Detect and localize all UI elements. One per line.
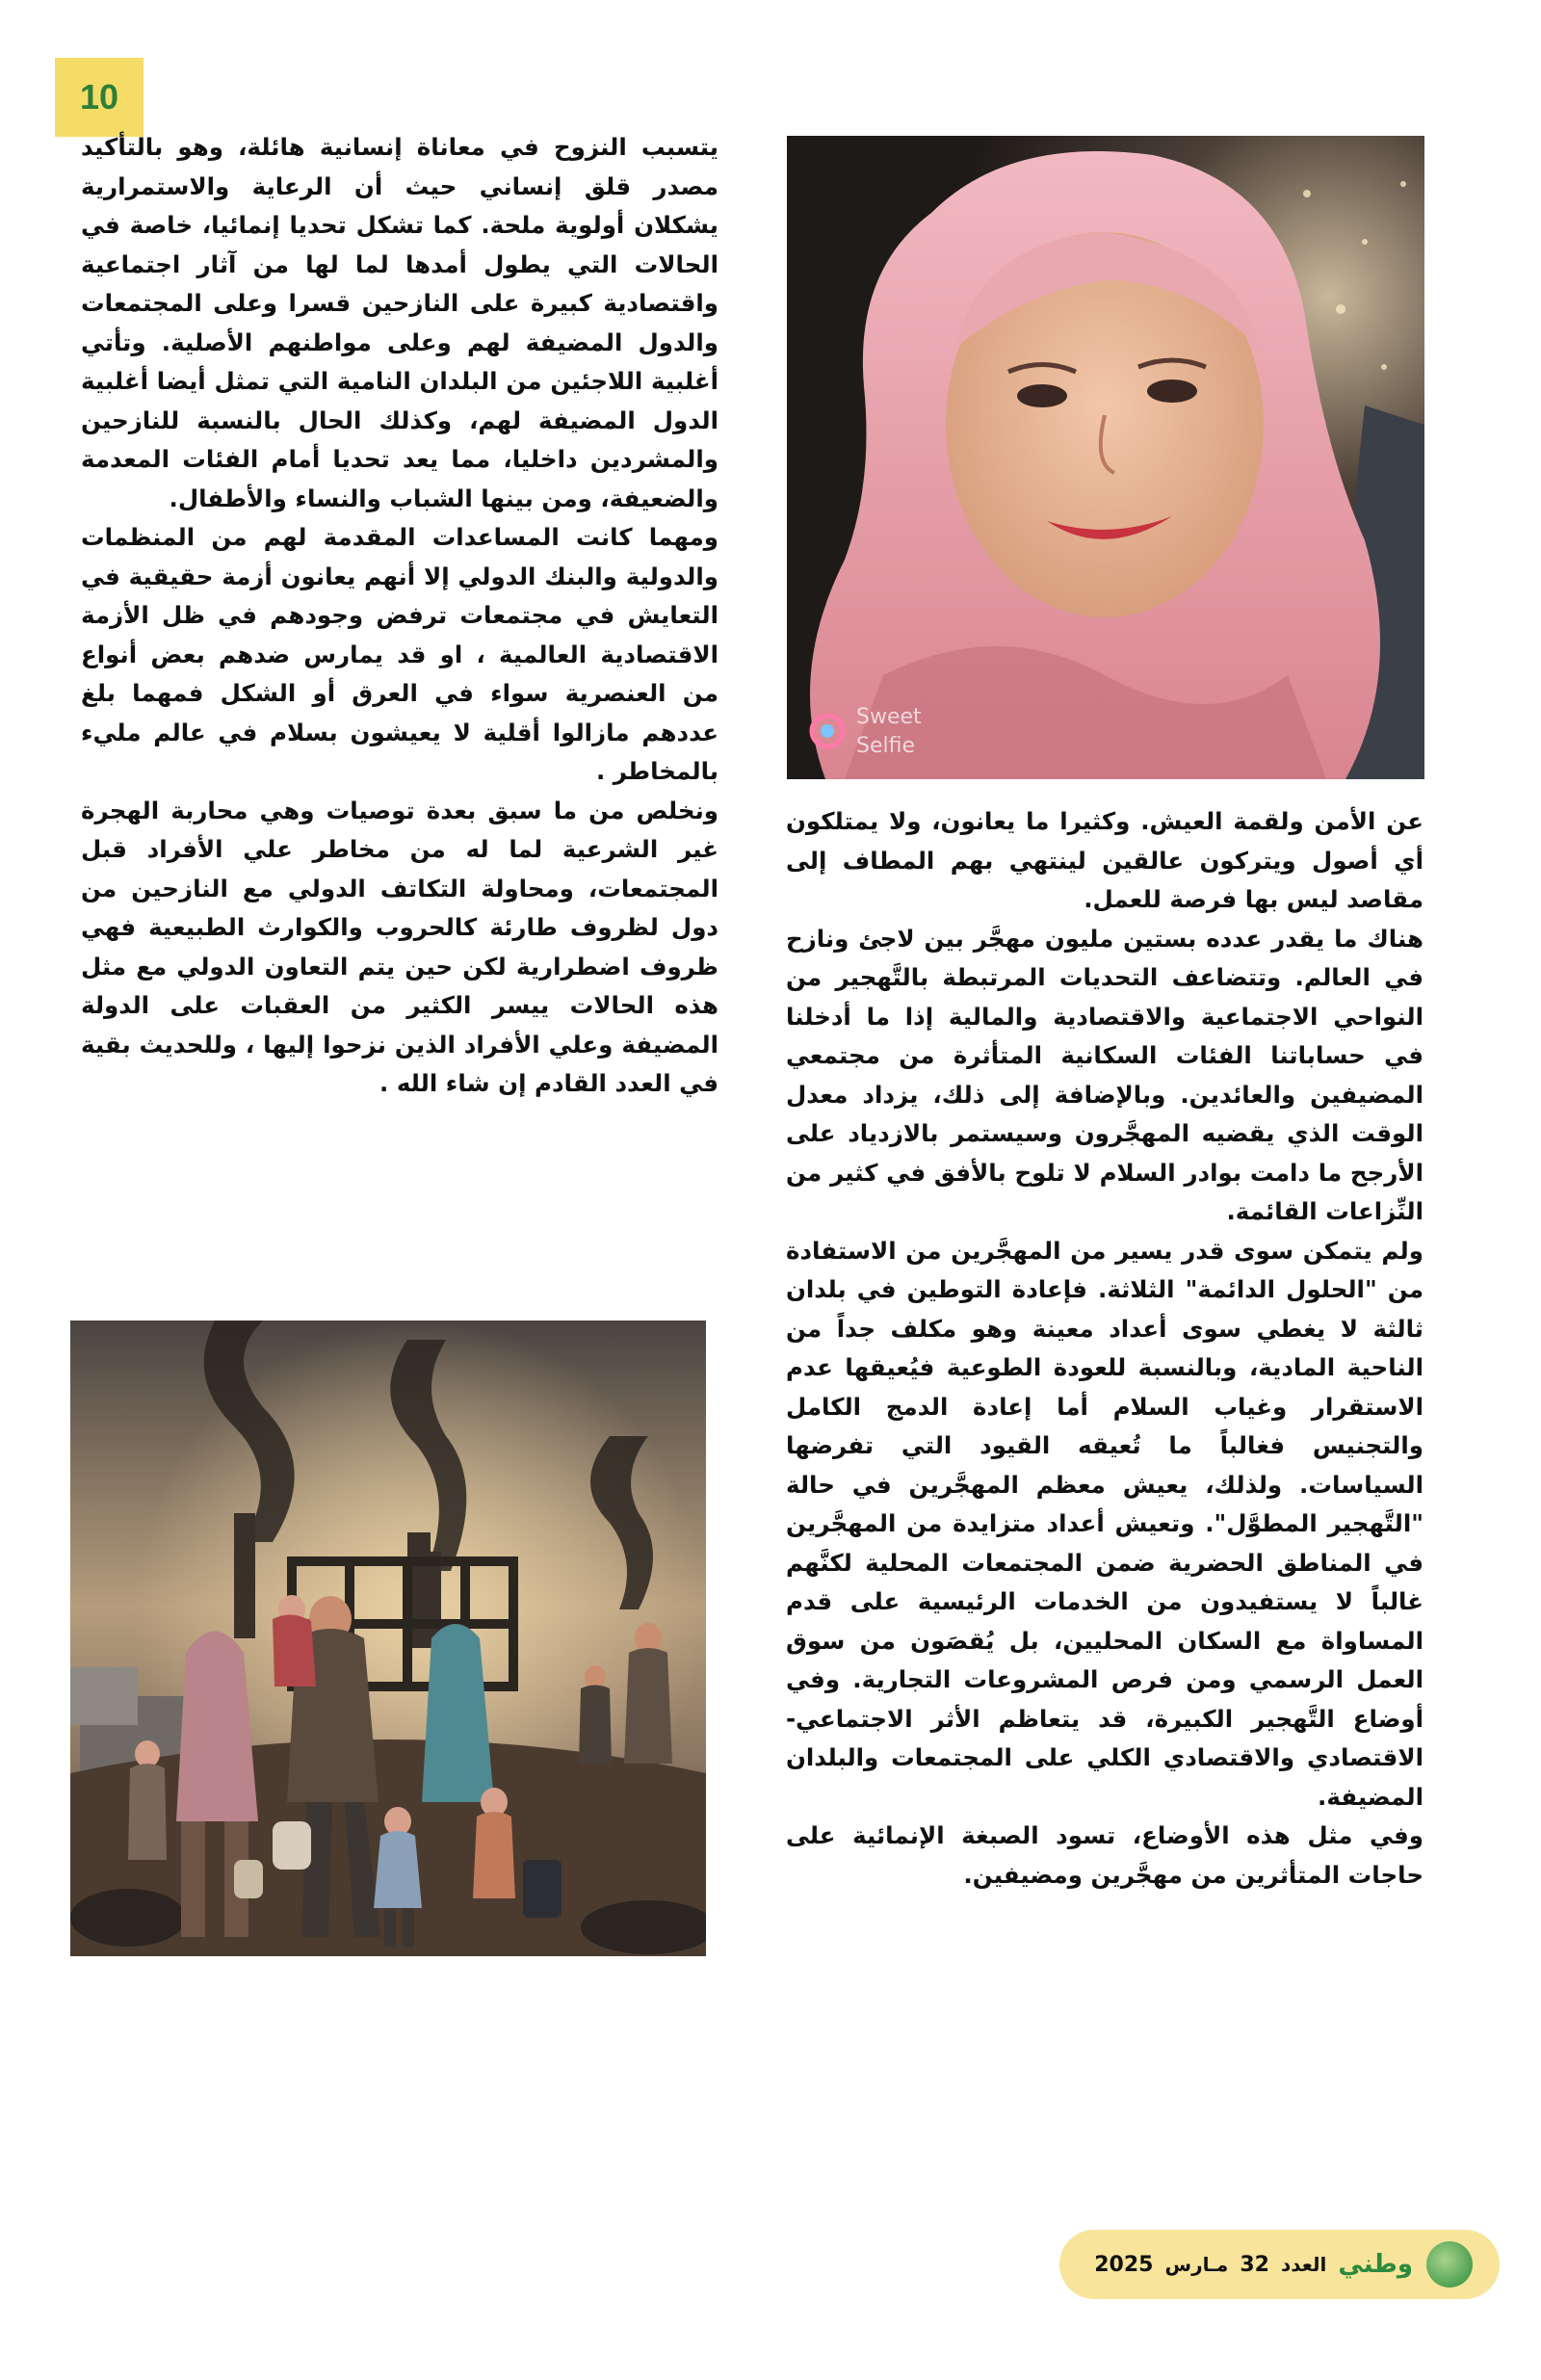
footer-year: 2025 — [1094, 2252, 1154, 2277]
footer-brand: وطني — [1338, 2250, 1413, 2279]
footer-issue-number: 32 — [1240, 2252, 1269, 2277]
right-paragraph-2: هناك ما يقدر عدده بستين مليون مهجَّر بين لاجئ ونازح في العالم. وتتضاعف التحديات المرتبطة بالتَّهجير من النواحي الاجتماعية والاقتصادية والمالية إذا ما أدخلنا في حساباتنا الفئات السكانية المتأثرة من مجتمعي المضيفين والعائدين. وبالإضافة إلى ذلك، يزداد معدل الوقت الذي يقضيه المهجَّرون وسيستمر بالازدياد على الأرجح ما دامت بوادر السلام لا تلوح بالأفق في كثير من النِّزاعات القائمة. — [786, 924, 1423, 1225]
right-paragraph-4: وفي مثل هذه الأوضاع، تسود الصبغة الإنمائية على حاجات المتأثرين من مهجَّرين ومضيفين. — [786, 1821, 1423, 1889]
watermark-line-1: Sweet — [856, 705, 922, 729]
brand-logo-icon — [1426, 2241, 1473, 2288]
right-article-column — [786, 802, 1423, 1895]
author-portrait-photo — [787, 136, 1424, 779]
footer-month: مـارس — [1164, 2253, 1229, 2276]
left-article-column — [81, 128, 718, 1104]
right-paragraph-3: ولم يتمكن سوى قدر يسير من المهجَّرين من الاستفادة من "الحلول الدائمة" الثلاثة. فإعادة التوطين في بلدان ثالثة لا يغطي سوى أعداد معينة وهو مكلف جداً من الناحية المادية، وبالنسبة للعودة الطوعية فيُعيقها عدم الاستقرار وغياب السلام أما إعادة الدمج الكامل والتجنيس فغالباً ما تُعيقه القيود التي تفرضها السياسات. ولذلك، يعيش معظم المهجَّرين في حالة "التَّهجير المطوَّل". وتعيش أعداد متزايدة من المهجَّرين في المناطق الحضرية ضمن المجتمعات المحلية لكنَّهم غالباً لا يستفيدون من الخدمات الرئيسية على قدم المساواة مع السكان المحليين، بل يُقصَون من سوق العمل الرسمي ومن فرص المشروعات التجارية. وفي أوضاع التَّهجير الكبيرة، قد يتعاظم الأثر الاجتماعي-الاقتصادي والاقتصادي الكلي على المجتمعات والبلدان المضيفة. — [786, 1236, 1423, 1811]
left-paragraph-1: يتسبب النزوح في معاناة إنسانية هائلة، وهو بالتأكيد مصدر قلق إنساني حيث أن الرعاية والاستمرارية يشكلان أولوية ملحة. كما تشكل تحديا إنمائيا، خاصة في الحالات التي يطول أمدها لما لها من آثار اجتماعية واقتصادية كبيرة على النازحين قسرا وعلى المجتمعات والدول المضيفة لهم وعلى مواطنهم الأصلية. وتأتي أغلبية اللاجئين من البلدان النامية التي تمثل أيضا أغلبية الدول المضيفة لهم، وكذلك الحال بالنسبة للنازحين والمشردين داخليا، مما يعد تحديا أمام الفئات المعدمة والضعيفة، ومن بينها الشباب والنساء والأطفال. — [81, 133, 718, 512]
watermark-line-2: Selfie — [856, 734, 916, 758]
page-number: 10 — [55, 58, 144, 137]
right-paragraph-1: عن الأمن ولقمة العيش. وكثيرا ما يعانون، ولا يمتلكون أي أصول ويتركون عالقين لينتهي بهم المطاف إلى مقاصد ليس بها فرصة للعمل. — [786, 807, 1423, 913]
refugees-illustration — [70, 1321, 706, 1956]
footer-issue-label: العدد — [1280, 2253, 1327, 2276]
left-paragraph-3: ونخلص من ما سبق بعدة توصيات وهي محاربة الهجرة غير الشرعية لما له من مخاطر علي الأفراد قبل المجتمعات، ومحاولة التكاتف الدولي مع النازحين من دول لظروف طارئة كالحروب والكوارث الطبيعية فهي ظروف اضطرارية لكن حين يتم التعاون الدولي مع مثل هذه الحالات ييسر الكثير من العقبات على الدولة المضيفة وعلي الأفراد الذين نزحوا إليها ، وللحديث بقية في العدد القادم إن شاء الله . — [81, 796, 718, 1097]
issue-footer — [1059, 2230, 1500, 2299]
left-paragraph-2: ومهما كانت المساعدات المقدمة لهم من المنظمات والدولية والبنك الدولي إلا أنهم يعانون أزمة حقيقية في التعايش في مجتمعات ترفض وجودهم في ظل الأزمة الاقتصادية العالمية ، او قد يمارس ضدهم بعض أنواع من العنصرية سواء في العرق أو الشكل فمهما بلغ عددهم مازالوا أقلية لا يعيشون بسلام في عالم مليء بالمخاطر . — [81, 523, 718, 785]
